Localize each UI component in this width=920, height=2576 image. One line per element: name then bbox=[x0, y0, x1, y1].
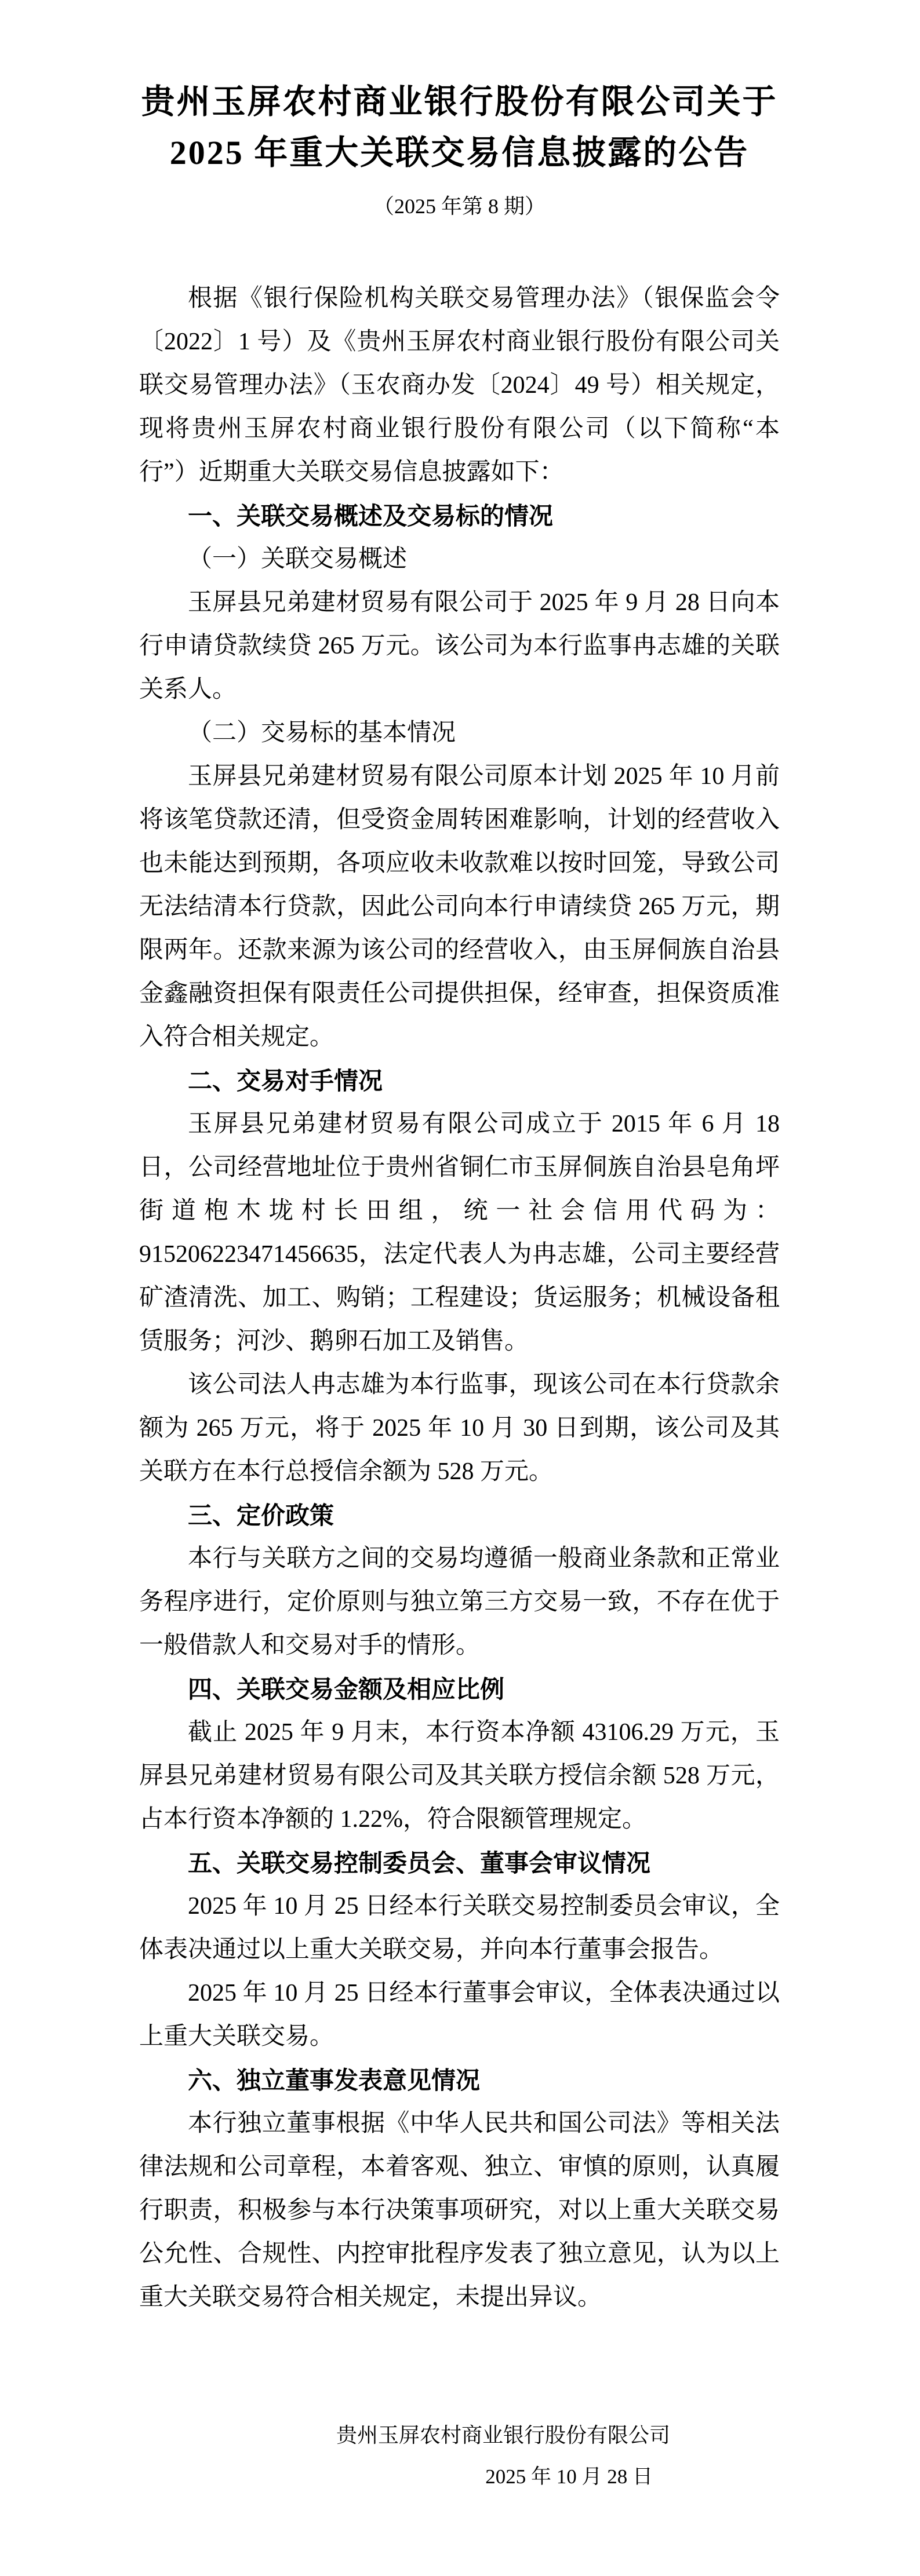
document-body bbox=[139, 277, 780, 2319]
issue-number: （2025 年第 8 期） bbox=[373, 195, 546, 218]
document-title-line-1: 贵州玉屏农村商业银行股份有限公司关于 bbox=[141, 83, 778, 121]
signature-date: 2025 年 10 月 28 日 bbox=[485, 2465, 653, 2488]
subsection-heading-1-2: （二）交易标的基本情况 bbox=[188, 720, 456, 746]
section-heading-5: 五、关联交易控制委员会、董事会审议情况 bbox=[188, 1849, 651, 1877]
document-content bbox=[139, 0, 780, 2494]
section-heading-3: 三、定价政策 bbox=[188, 1502, 334, 1529]
paragraph-amount-ratio: 截止 2025 年 9 月末，本行资本净额 43106.29 万元，玉屏县兄弟建材贸易有限公司及其关联方授信余额 528 万元，占本行资本净额的 1.22%，符合限额管理规定。 bbox=[139, 1719, 780, 1833]
section-heading-4: 四、关联交易金额及相应比例 bbox=[188, 1676, 505, 1703]
section-heading-6: 六、独立董事发表意见情况 bbox=[188, 2067, 481, 2094]
paragraph-counterparty-info: 玉屏县兄弟建材贸易有限公司成立于 2015 年 6 月 18 日，公司经营地址位于贵州省铜仁市玉屏侗族自治县皂角坪街道枹木垅村长田组，统一社会信用代码为：915206223471456635，法定代表人为冉志雄，公司主要经营矿渣清洗、加工、购销；工程建设；货运服务；机械设备租赁服务；河沙、鹅卵石加工及销售。 bbox=[139, 1111, 780, 1355]
paragraph-board-review: 2025 年 10 月 25 日经本行董事会审议，全体表决通过以上重大关联交易。 bbox=[139, 1980, 780, 2050]
paragraph-counterparty-balance: 该公司法人冉志雄为本行监事，现该公司在本行贷款余额为 265 万元，将于 2025 年 10 月 30 日到期，该公司及其关联方在本行总授信余额为 528 万元。 bbox=[139, 1371, 780, 1485]
signature-block bbox=[336, 2418, 671, 2494]
paragraph-committee-review: 2025 年 10 月 25 日经本行关联交易控制委员会审议，全体表决通过以上重大关联交易，并向本行董事会报告。 bbox=[139, 1893, 780, 1963]
paragraph-transaction-overview: 玉屏县兄弟建材贸易有限公司于 2025 年 9 月 28 日向本行申请贷款续贷 265 万元。该公司为本行监事冉志雄的关联关系人。 bbox=[139, 589, 780, 703]
paragraph-pricing-policy: 本行与关联方之间的交易均遵循一般商业条款和正常业务程序进行，定价原则与独立第三方交易一致，不存在优于一般借款人和交易对手的情形。 bbox=[139, 1545, 780, 1659]
signature-company: 贵州玉屏农村商业银行股份有限公司 bbox=[336, 2424, 671, 2447]
paragraph-subject-details: 玉屏县兄弟建材贸易有限公司原本计划 2025 年 10 月前将该笔贷款还清，但受资金周转困难影响，计划的经营收入也未能达到预期，各项应收未收款难以按时回笼，导致公司无法结清本行贷款，因此公司向本行申请续贷 265 万元，期限两年。还款来源为该公司的经营收入，由玉屏侗族自治县金鑫融资担保有限责任公司提供担保，经审查，担保资质准入符合相关规定。 bbox=[139, 763, 780, 1050]
subsection-heading-1-1: （一）关联交易概述 bbox=[188, 546, 408, 572]
section-heading-2: 二、交易对手情况 bbox=[188, 1067, 383, 1094]
section-heading-1: 一、关联交易概述及交易标的情况 bbox=[188, 502, 554, 530]
document-title-line-2: 2025 年重大关联交易信息披露的公告 bbox=[169, 134, 750, 172]
paragraph-independent-opinion: 本行独立董事根据《中华人民共和国公司法》等相关法律法规和公司章程，本着客观、独立、审慎的原则，认真履行职责，积极参与本行决策事项研究，对以上重大关联交易公允性、合规性、内控审批程序发表了独立意见，认为以上重大关联交易符合相关规定，未提出异议。 bbox=[139, 2110, 780, 2311]
paragraph-intro: 根据《银行保险机构关联交易管理办法》（银保监会令〔2022〕1 号）及《贵州玉屏农村商业银行股份有限公司关联交易管理办法》（玉农商办发〔2024〕49 号）相关规定，现将贵州玉屏农村商业银行股份有限公司（以下简称“本行”）近期重大关联交易信息披露如下： bbox=[139, 285, 780, 486]
document-title bbox=[139, 76, 780, 178]
